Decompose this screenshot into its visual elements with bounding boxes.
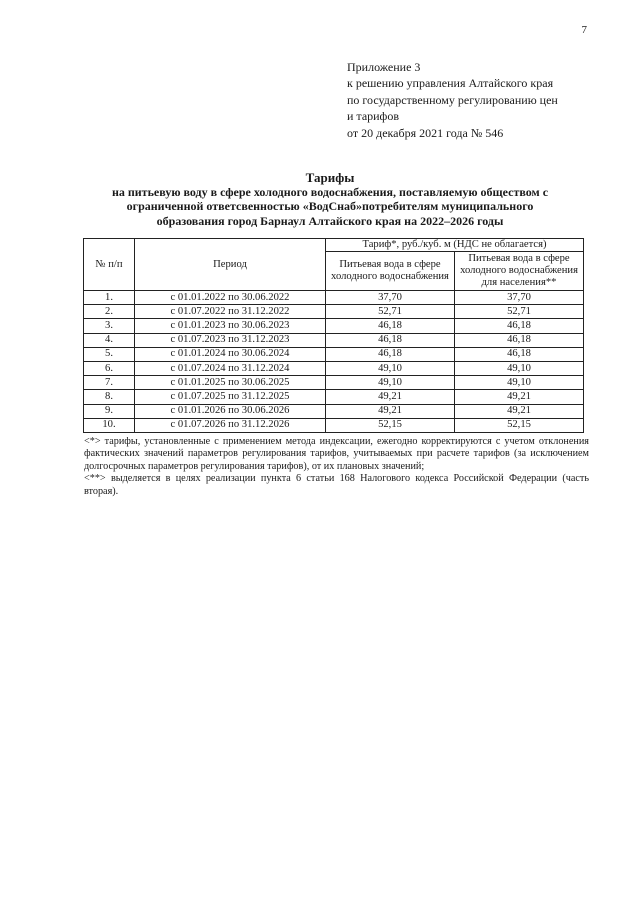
title-main: Тарифы bbox=[305, 170, 355, 185]
row-tariff-population: 49,21 bbox=[455, 404, 584, 418]
appendix-block bbox=[347, 59, 558, 141]
title-line: образования город Барнаул Алтайского края на 2022–2026 годы bbox=[156, 213, 504, 228]
row-tariff-population: 37,70 bbox=[455, 291, 584, 305]
row-number: 4. bbox=[84, 333, 135, 347]
appendix-line: Приложение 3 bbox=[347, 60, 421, 74]
row-tariff-population: 49,10 bbox=[455, 376, 584, 390]
row-number: 2. bbox=[84, 305, 135, 319]
row-tariff: 46,18 bbox=[326, 333, 455, 347]
row-tariff-population: 52,71 bbox=[455, 305, 584, 319]
title-line: на питьевую воду в сфере холодного водоснабжения, поставляемую обществом с bbox=[111, 185, 549, 199]
row-tariff-population: 46,18 bbox=[455, 319, 584, 333]
row-period: с 01.07.2023 по 31.12.2023 bbox=[135, 333, 326, 347]
appendix-line: от 20 декабря 2021 года № 546 bbox=[347, 125, 504, 140]
row-number: 9. bbox=[84, 404, 135, 418]
row-tariff: 49,21 bbox=[326, 390, 455, 404]
row-period: с 01.01.2026 по 30.06.2026 bbox=[135, 404, 326, 418]
row-tariff: 52,15 bbox=[326, 418, 455, 432]
row-period: с 01.01.2022 по 30.06.2022 bbox=[135, 291, 326, 305]
row-tariff: 37,70 bbox=[326, 291, 455, 305]
row-tariff-population: 49,10 bbox=[455, 361, 584, 375]
row-period: с 01.07.2026 по 31.12.2026 bbox=[135, 418, 326, 432]
row-number: 7. bbox=[84, 376, 135, 390]
header-num: № п/п bbox=[84, 239, 135, 291]
table-row bbox=[84, 347, 584, 361]
row-period: с 01.01.2023 по 30.06.2023 bbox=[135, 319, 326, 333]
row-number: 1. bbox=[84, 291, 135, 305]
table-row bbox=[84, 361, 584, 375]
table-row bbox=[84, 376, 584, 390]
footnote-one: <*> тарифы, установленные с применением метода индексации, ежегодно корректируются с учетом отклонения фактических значений параметров регулирования тарифов, учитываемых при расчете тарифов (за исключением долгосрочных параметров регулирования тарифов), от их плановых значений; bbox=[84, 436, 589, 472]
row-period: с 01.07.2022 по 31.12.2022 bbox=[135, 305, 326, 319]
row-tariff-population: 46,18 bbox=[455, 347, 584, 361]
row-tariff: 46,18 bbox=[326, 319, 455, 333]
appendix-line: по государственному регулированию цен bbox=[347, 92, 558, 107]
tariff-rows bbox=[84, 291, 584, 433]
document-title bbox=[80, 170, 580, 228]
header-period: Период bbox=[135, 239, 326, 291]
appendix-line: и тарифов bbox=[347, 109, 400, 124]
row-tariff: 49,10 bbox=[326, 376, 455, 390]
table-row bbox=[84, 404, 584, 418]
table-row bbox=[84, 305, 584, 319]
footnote-two: <**> выделяется в целях реализации пункта 6 статьи 168 Налогового кодекса Российской Федерации (часть вторая). bbox=[84, 473, 589, 497]
row-number: 5. bbox=[84, 347, 135, 361]
page-number: 7 bbox=[581, 24, 587, 36]
row-tariff: 46,18 bbox=[326, 347, 455, 361]
row-tariff: 49,10 bbox=[326, 361, 455, 375]
footnotes bbox=[84, 436, 589, 498]
row-number: 3. bbox=[84, 319, 135, 333]
row-number: 10. bbox=[84, 418, 135, 432]
row-tariff: 49,21 bbox=[326, 404, 455, 418]
table-row bbox=[84, 291, 584, 305]
row-period: с 01.01.2025 по 30.06.2025 bbox=[135, 376, 326, 390]
table-row bbox=[84, 319, 584, 333]
header-water: Питьевая вода в сфере холодного водоснабжения bbox=[326, 252, 455, 291]
header-tariff: Тариф*, руб./куб. м (НДС не облагается) bbox=[326, 239, 584, 252]
row-tariff-population: 52,15 bbox=[455, 418, 584, 432]
row-tariff-population: 46,18 bbox=[455, 333, 584, 347]
row-tariff-population: 49,21 bbox=[455, 390, 584, 404]
row-period: с 01.01.2024 по 30.06.2024 bbox=[135, 347, 326, 361]
row-number: 8. bbox=[84, 390, 135, 404]
row-period: с 01.07.2025 по 31.12.2025 bbox=[135, 390, 326, 404]
row-period: с 01.07.2024 по 31.12.2024 bbox=[135, 361, 326, 375]
table-row bbox=[84, 390, 584, 404]
title-line: ограниченной ответсвенностью «ВодСнаб»потребителям муниципального bbox=[126, 199, 534, 214]
table-row bbox=[84, 418, 584, 432]
row-number: 6. bbox=[84, 361, 135, 375]
appendix-line: к решению управления Алтайского края bbox=[347, 76, 554, 91]
row-tariff: 52,71 bbox=[326, 305, 455, 319]
tariff-table bbox=[83, 238, 584, 433]
table-row bbox=[84, 333, 584, 347]
header-water-population: Питьевая вода в сфере холодного водоснабжения для населения** bbox=[455, 252, 584, 291]
